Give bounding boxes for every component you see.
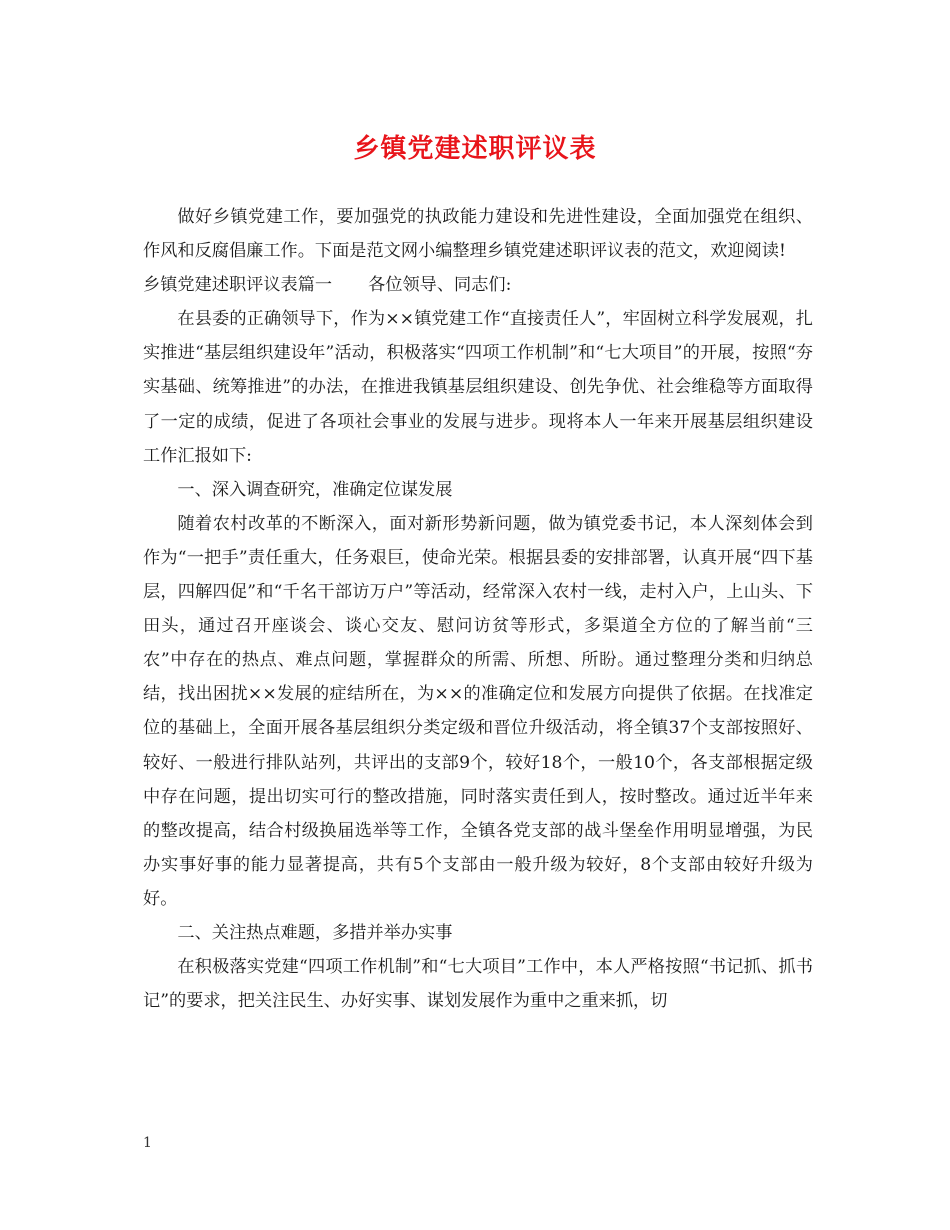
- subheading-1: 一、深入调查研究，准确定位谋发展: [177, 479, 453, 500]
- greeting: 各位领导、同志们:: [368, 275, 512, 296]
- document-body: [143, 200, 813, 1018]
- section-heading-line: [143, 268, 813, 302]
- subheading-2: 二、关注热点难题，多措并举办实事: [177, 922, 453, 943]
- intro-paragraph: 做好乡镇党建工作，要加强党的执政能力建设和先进性建设，全面加强党在组织、作风和反腐倡廉工作。下面是范文网小编整理乡镇党建述职评议表的范文，欢迎阅读!: [143, 207, 813, 262]
- document-title: 乡镇党建述职评议表: [353, 134, 597, 164]
- body-paragraph-1: 在县委的正确领导下，作为××镇党建工作“直接责任人”，牢固树立科学发展观，扎实推进“基层组织建设年”活动，积极落实“四项工作机制”和“七大项目”的开展，按照“夯实基础、统筹推进”的办法，在推进我镇基层组织建设、创先争优、社会维稳等方面取得了一定的成绩，促进了各项社会事业的发展与进步。现将本人一年来开展基层组织建设工作汇报如下:: [143, 309, 813, 466]
- page-number: 1: [143, 1135, 152, 1151]
- section-label: 乡镇党建述职评议表篇一: [143, 275, 333, 296]
- body-paragraph-3: 在积极落实党建“四项工作机制”和“七大项目”工作中，本人严格按照“书记抓、抓书记”的要求，把关注民生、办好实事、谋划发展作为重中之重来抓，切: [143, 957, 813, 1012]
- body-paragraph-2: 随着农村改革的不断深入，面对新形势新问题，做为镇党委书记，本人深刻体会到作为“一把手”责任重大，任务艰巨，使命光荣。根据县委的安排部署，认真开展“四下基层，四解四促”和“千名干部访万户”等活动，经常深入农村一线，走村入户，上山头、下田头，通过召开座谈会、谈心交友、慰问访贫等形式，多渠道全方位的了解当前“三农”中存在的热点、难点问题，掌握群众的所需、所想、所盼。通过整理分类和归纳总结，找出困扰××发展的症结所在，为××的准确定位和发展方向提供了依据。在找准定位的基础上，全面开展各基层组织分类定级和晋位升级活动，将全镇37个支部按照好、较好、一般进行排队站列，共评出的支部9个，较好18个，一般10个，各支部根据定级中存在问题，提出切实可行的整改措施，同时落实责任到人，按时整改。通过近半年来的整改提高，结合村级换届选举等工作，全镇各党支部的战斗堡垒作用明显增强，为民办实事好事的能力显著提高，共有5个支部由一般升级为较好，8个支部由较好升级为好。: [143, 513, 813, 909]
